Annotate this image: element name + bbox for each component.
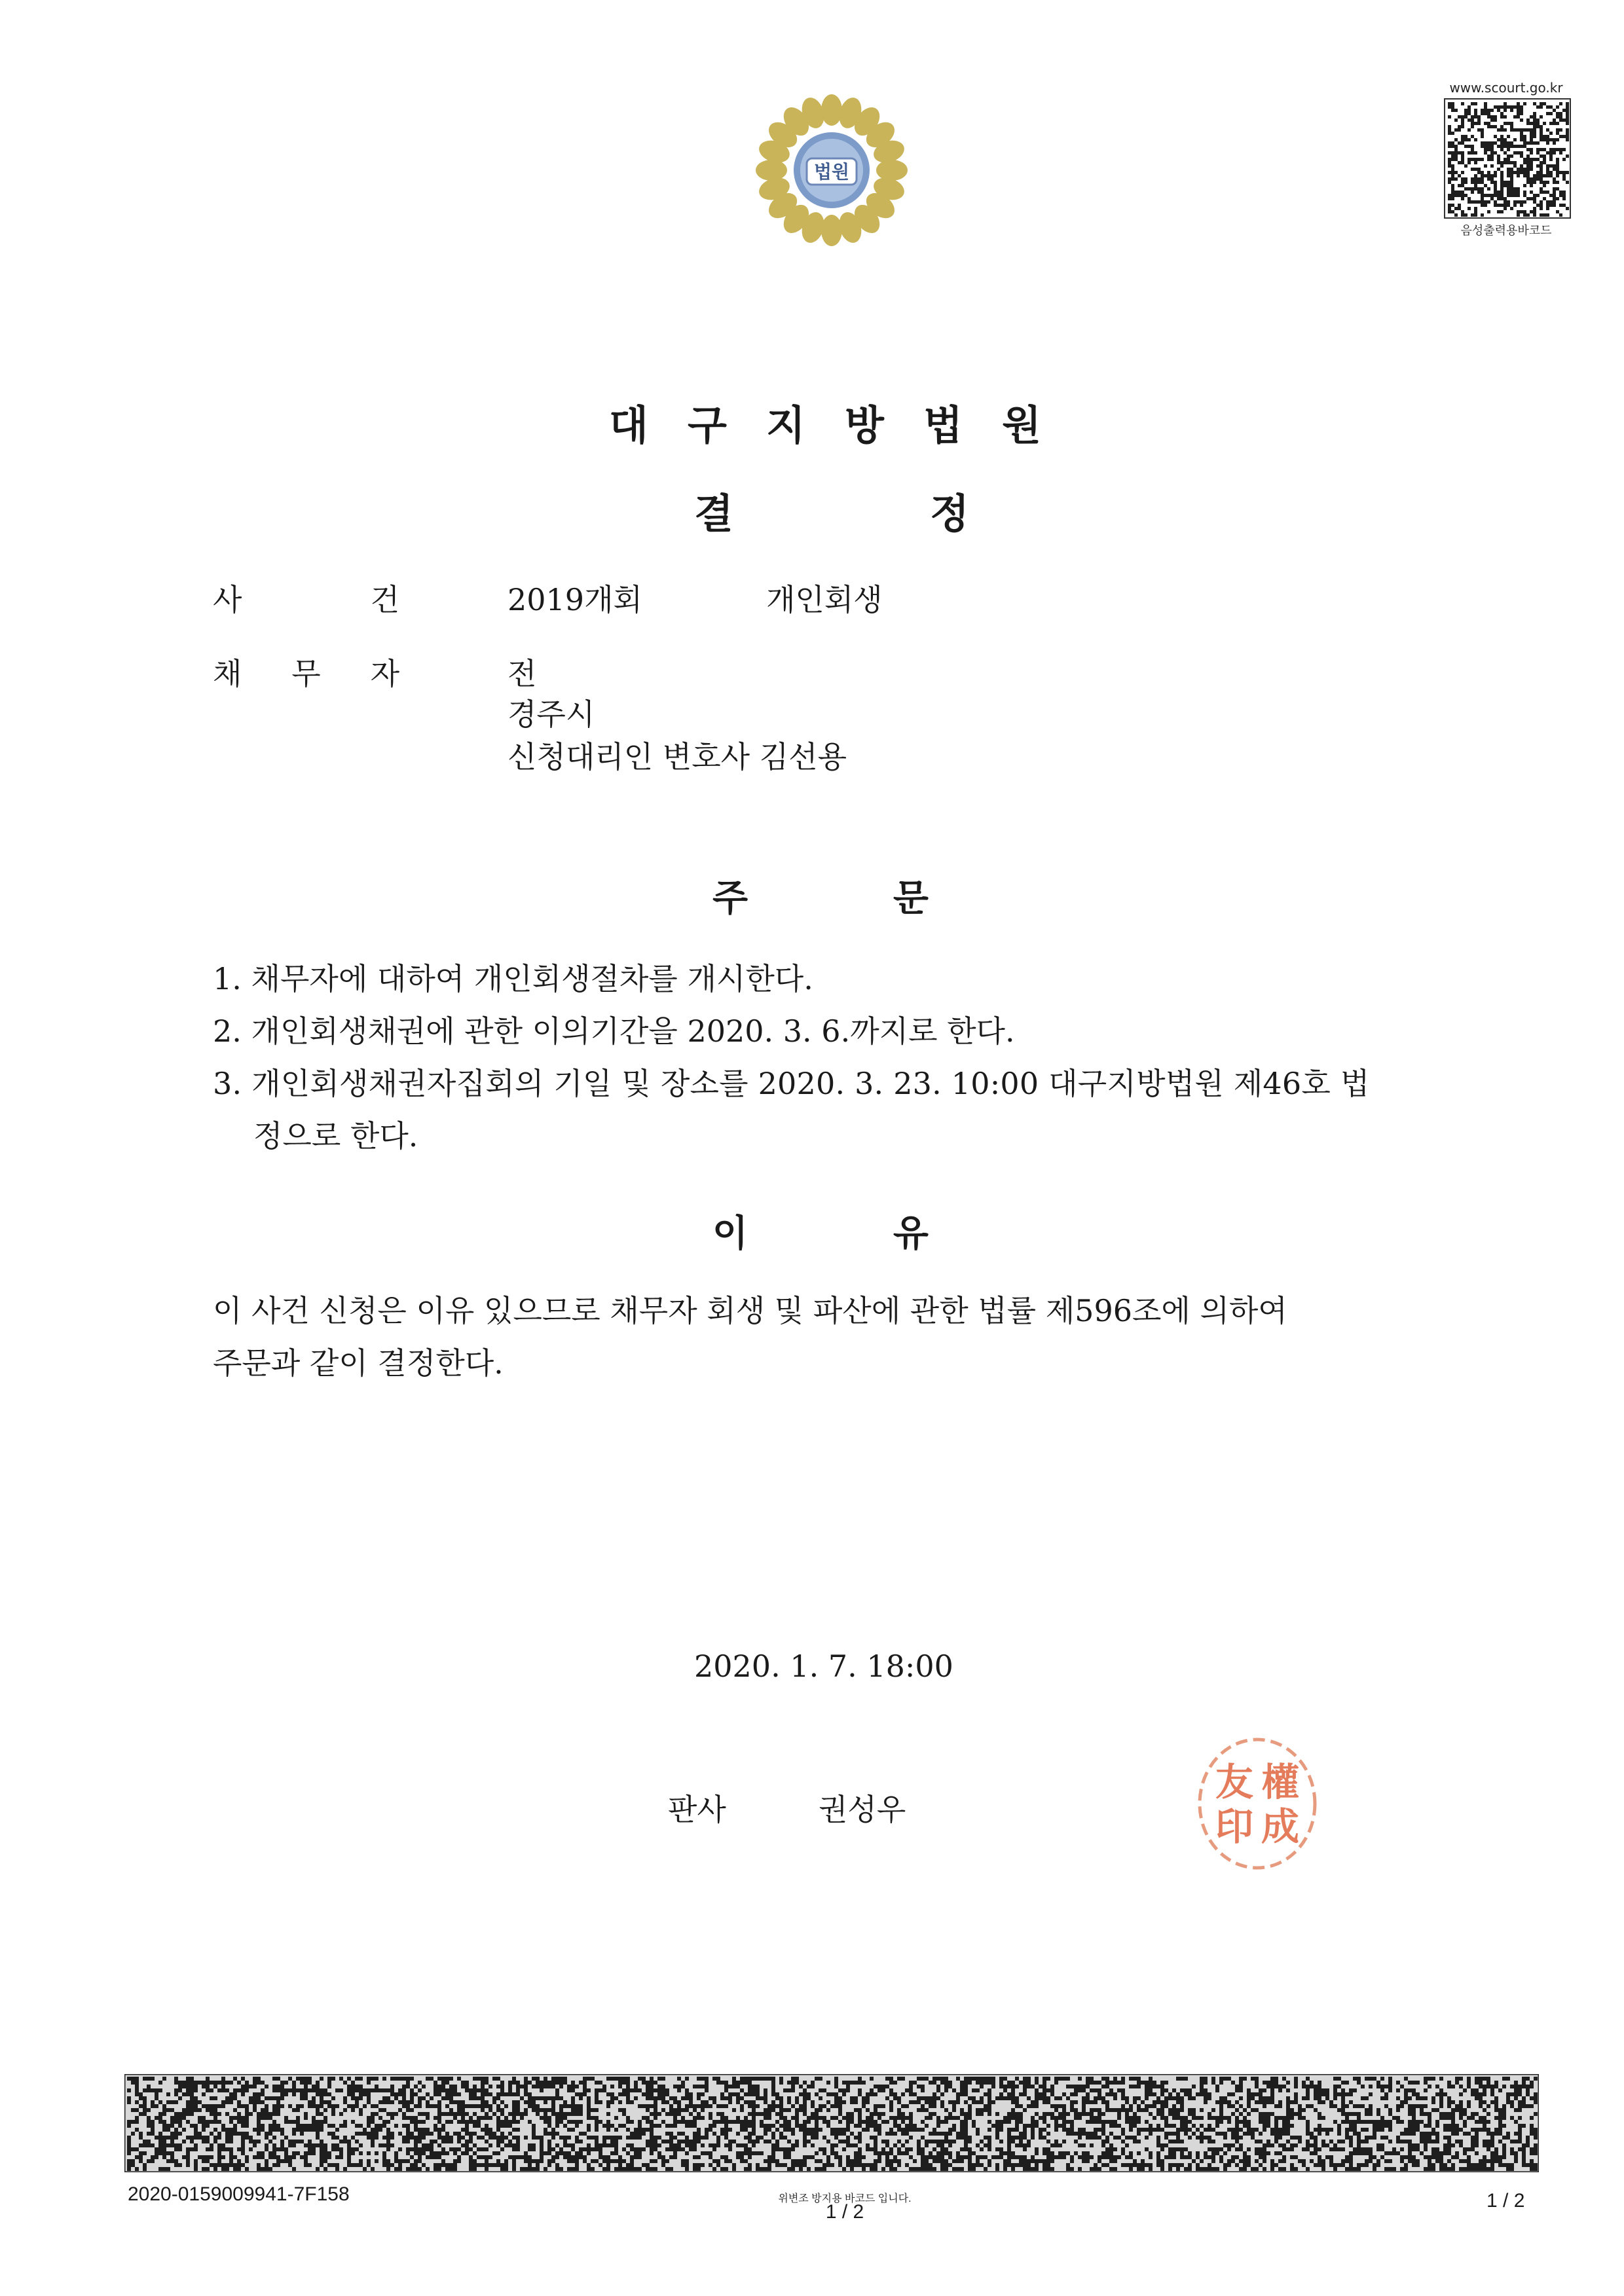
debtor-label-char: 채 (213, 656, 242, 691)
judge-title: 판사 (668, 1792, 726, 1827)
order-item: 2. 개인회생채권에 관한 이의기간을 2020. 3. 6.까지로 한다. (213, 1013, 1015, 1049)
order-list (213, 953, 1444, 1162)
judge-seal-icon (1195, 1735, 1320, 1872)
page-number: 1 / 2 (1486, 2190, 1525, 2212)
court-name-char: 법 (923, 401, 963, 449)
order-heading-char: 주 (712, 877, 748, 920)
reason-heading (712, 1205, 929, 1257)
order-heading-char: 문 (893, 877, 929, 920)
court-emblem-icon (747, 85, 917, 255)
case-label-char: 건 (370, 582, 399, 617)
seal-char: 成 (1261, 1804, 1300, 1849)
debtor-label-char: 무 (291, 656, 321, 691)
seal-char: 權 (1261, 1760, 1300, 1804)
document-title (694, 481, 969, 539)
court-name-char: 대 (609, 401, 648, 449)
case-label (213, 576, 399, 619)
case-label-char: 사 (213, 582, 242, 617)
order-heading (712, 869, 929, 922)
seal-char: 友 (1215, 1760, 1254, 1804)
reason-line: 이 사건 신청은 이유 있으므로 채무자 회생 및 파산에 관한 법률 제596조에 의하여 (213, 1293, 1287, 1328)
reason-heading-char: 이 (712, 1212, 748, 1255)
document-code: 2020-0159009941-7F158 (128, 2183, 350, 2205)
anti-forgery-barcode-icon (124, 2074, 1539, 2172)
debtor-address: 경주시 (507, 697, 595, 732)
court-name-char: 구 (688, 401, 727, 449)
emblem-text: 법원 (813, 161, 850, 183)
decision-datetime: 2020. 1. 7. 18:00 (694, 1649, 953, 1684)
reason-text (213, 1285, 1444, 1389)
reason-heading-char: 유 (893, 1212, 929, 1255)
applicant-agent: 신청대리인 변호사 김선용 (507, 739, 847, 774)
barcode-note: 위변조 방지용 바코드 입니다. (778, 2193, 912, 2204)
center-page-number: 1 / 2 (825, 2201, 864, 2223)
debtor-name: 전 (507, 656, 537, 691)
seal-char: 印 (1215, 1804, 1254, 1849)
voice-barcode-icon (1444, 98, 1571, 219)
court-name-char: 방 (845, 401, 884, 449)
order-item: 1. 채무자에 대하여 개인회생절차를 개시한다. (213, 961, 813, 996)
qr-caption: 음성출력용바코드 (1460, 224, 1552, 238)
case-number: 2019개회 (507, 582, 642, 617)
order-item: 3. 개인회생채권자집회의 기일 및 장소를 2020. 3. 23. 10:00 대구지방법원 제46호 법 (213, 1066, 1370, 1101)
document-title-char: 정 (930, 490, 969, 538)
reason-line: 주문과 같이 결정한다. (213, 1345, 504, 1381)
debtor-label-char: 자 (370, 656, 399, 691)
qr-url: www.scourt.go.kr (1449, 80, 1563, 96)
judge-name: 권성우 (819, 1792, 906, 1827)
document-title-char: 결 (694, 490, 733, 538)
court-name (609, 393, 1041, 451)
order-item-continuation: 정으로 한다. (253, 1118, 418, 1154)
court-name-char: 원 (1002, 401, 1041, 449)
court-name-char: 지 (766, 401, 805, 449)
case-type: 개인회생 (766, 582, 883, 617)
debtor-label (213, 650, 399, 693)
